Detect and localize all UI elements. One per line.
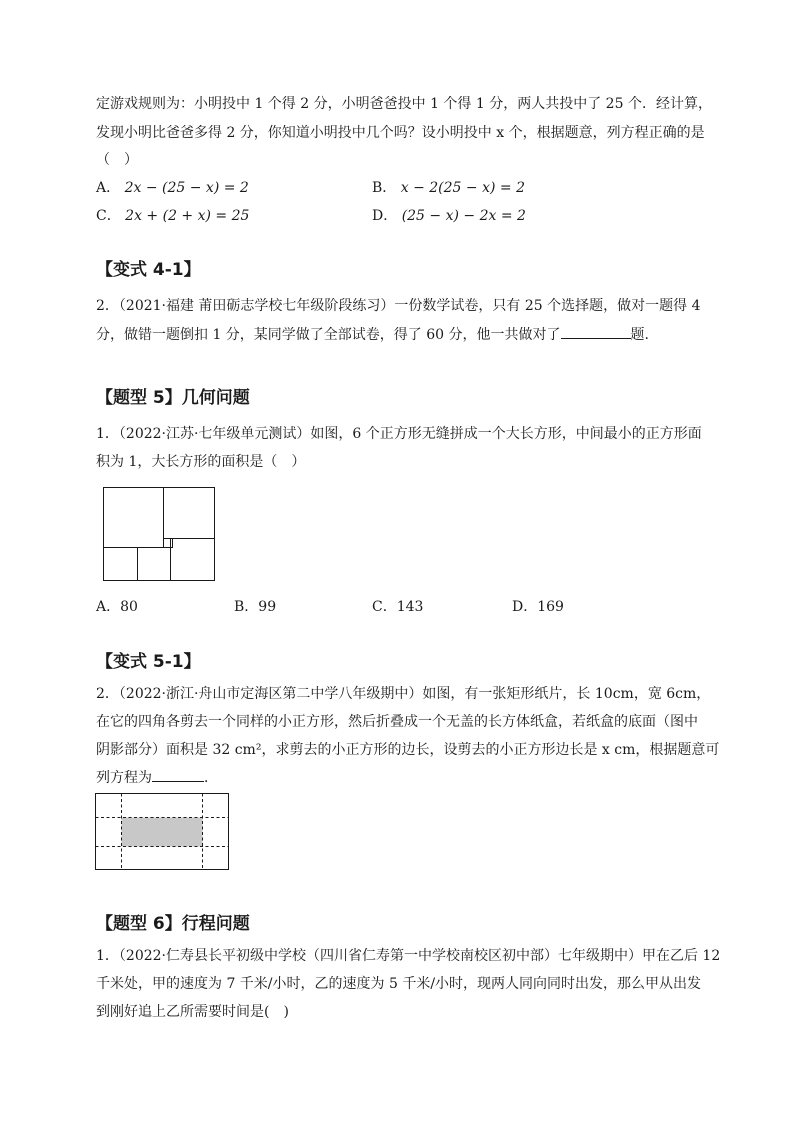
option-expression: (25 − x) − 2x = 2 bbox=[401, 208, 526, 224]
q-game-line-1: 定游戏规则为：小明投中 1 个得 2 分，小明爸爸投中 1 个得 1 分，两人共投中了 25 个．经计算， bbox=[96, 96, 712, 112]
type-6-heading: 【题型 6】行程问题 bbox=[96, 914, 250, 934]
square-bottom-right bbox=[171, 539, 215, 581]
line-text: ． bbox=[204, 770, 218, 786]
option-value: 143 bbox=[396, 599, 424, 615]
type-6-line-3: 到刚好追上乙所需要时间是( ) bbox=[96, 1004, 289, 1020]
q-game-option-b bbox=[372, 178, 525, 198]
variant-5-1-line-3: 阴影部分）面积是 32 cm²，求剪去的小正方形的边长，设剪去的小正方形边长是 x cm，根据题意可 bbox=[96, 742, 720, 758]
big-rectangle bbox=[104, 488, 215, 581]
answer-blank[interactable] bbox=[152, 767, 204, 782]
variant-5-1-line-2: 在它的四角各剪去一个同样的小正方形，然后折叠成一个无盖的长方体纸盒，若纸盒的底面（图中 bbox=[96, 714, 698, 730]
square-center-smallest bbox=[164, 539, 173, 548]
type-5-line-2: 积为 1，大长方形的面积是（ ） bbox=[96, 454, 306, 470]
type-5-option-c bbox=[372, 597, 423, 617]
variant-4-1-line-1: 2．（2021·福建 莆田砺志学校七年级阶段练习）一份数学试卷，只有 25 个选择题，做对一题得 4 bbox=[96, 298, 701, 314]
option-value: 80 bbox=[120, 599, 138, 615]
type-5-line-1: 1．（2022·江苏·七年级单元测试）如图，6 个正方形无缝拼成一个大长方形，中间最小的正方形面 bbox=[96, 426, 702, 442]
type-6-line-2: 千米处，甲的速度为 7 千米/小时，乙的速度为 5 千米/小时，现两人同向同时出发，那么甲从出发 bbox=[96, 976, 702, 992]
option-label: A． bbox=[96, 180, 121, 196]
option-value: 169 bbox=[537, 599, 564, 615]
line-text: 分，做错一题倒扣 1 分，某同学做了全部试卷，得了 60 分，他一共做对了 bbox=[96, 327, 561, 343]
type-5-option-d bbox=[512, 597, 564, 617]
option-label: B． bbox=[234, 599, 259, 615]
paper-box-figure bbox=[94, 792, 230, 872]
q-game-option-a bbox=[96, 178, 249, 198]
option-expression: 2x + (2 + x) = 25 bbox=[125, 208, 250, 224]
square-top-left bbox=[104, 488, 164, 548]
variant-4-1-line-2 bbox=[96, 324, 649, 345]
q-game-line-3: （ ） bbox=[96, 152, 138, 168]
square-bottom-middle bbox=[138, 548, 171, 581]
answer-blank[interactable] bbox=[561, 324, 631, 339]
variant-4-1-heading: 【变式 4-1】 bbox=[96, 260, 201, 280]
six-squares-figure bbox=[102, 486, 217, 584]
option-label: C． bbox=[96, 208, 121, 224]
option-expression: x − 2(25 − x) = 2 bbox=[400, 180, 525, 196]
type-5-option-a bbox=[96, 597, 138, 617]
variant-5-1-line-4 bbox=[96, 767, 218, 788]
variant-5-1-line-1: 2．（2022·浙江·舟山市定海区第二中学八年级期中）如图，有一张矩形纸片，长 10cm，宽 6cm， bbox=[96, 686, 711, 702]
type-5-heading: 【题型 5】几何问题 bbox=[96, 388, 250, 408]
shaded-base bbox=[122, 818, 203, 847]
option-label: D． bbox=[372, 208, 398, 224]
option-label: B． bbox=[372, 180, 397, 196]
option-label: D． bbox=[512, 599, 538, 615]
square-top-right bbox=[164, 488, 215, 539]
type-6-line-1: 1．（2022·仁寿县长平初级中学校（四川省仁寿第一中学校南校区初中部）七年级期中）甲在乙后 12 bbox=[96, 948, 721, 964]
option-label: C． bbox=[372, 599, 397, 615]
variant-5-1-heading: 【变式 5-1】 bbox=[96, 652, 201, 672]
q-game-option-d bbox=[372, 206, 526, 226]
line-text: 列方程为 bbox=[96, 770, 152, 786]
square-bottom-left bbox=[104, 548, 138, 581]
option-label: A． bbox=[96, 599, 121, 615]
line-text: 题. bbox=[630, 327, 649, 343]
option-value: 99 bbox=[258, 599, 277, 615]
q-game-option-c bbox=[96, 206, 249, 226]
type-5-option-b bbox=[234, 597, 276, 617]
q-game-line-2: 发现小明比爸爸多得 2 分，你知道小明投中几个吗？设小明投中 x 个，根据题意，列方程正确的是 bbox=[96, 125, 705, 141]
option-expression: 2x − (25 − x) = 2 bbox=[124, 180, 249, 196]
